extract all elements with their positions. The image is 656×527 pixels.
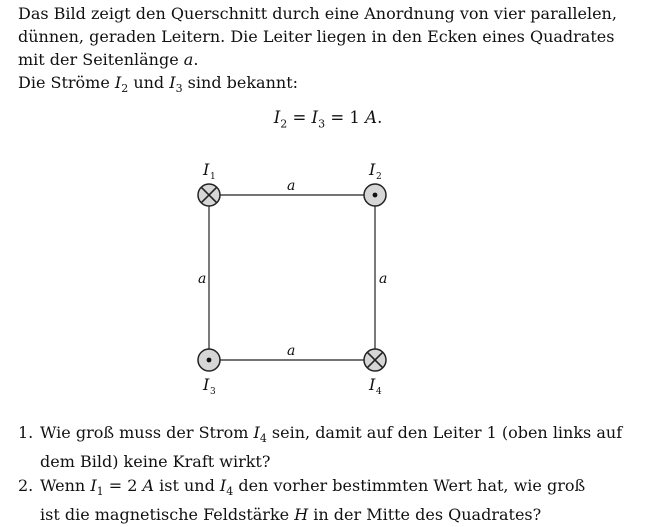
question-list	[18, 421, 638, 527]
label-i1-sub: 1	[210, 172, 216, 182]
intro-line-1: Das Bild zeigt den Querschnitt durch eine Anordnung von vier parallelen,	[18, 4, 617, 23]
current-formula: $I_2 = I_3 = 1$ A.	[273, 108, 383, 131]
label-i3-sub: 3	[210, 387, 216, 397]
label-a-bottom: a	[287, 343, 296, 359]
intro-line-2: dünnen, geraden Leitern. Die Leiter liegen in den Ecken eines Quadrates	[18, 27, 615, 46]
label-i2-sub: 2	[376, 172, 382, 182]
label-a-left: a	[198, 271, 207, 287]
label-a-top: a	[287, 178, 296, 194]
label-a-right: a	[379, 271, 388, 287]
intro-line-3: mit der Seitenlänge a.	[18, 50, 199, 69]
conductor-1-into-page-icon	[198, 184, 220, 206]
label-i1: I	[203, 160, 210, 179]
intro-line-4: Die Ströme $I_2$ und $I_3$ sind bekannt:	[18, 73, 299, 96]
label-i2: I	[369, 160, 376, 179]
conductor-3-out-of-page-icon	[198, 349, 220, 371]
label-i4-sub: 4	[376, 387, 382, 397]
question-2: 2. Wenn $I_1 = 2$ A ist und $I_4$ den vorher bestimmten Wert hat, wie groß ist die magnetische Feldstärke H in der Mitte des Quadrates?	[18, 476, 586, 525]
conductor-2-out-of-page-icon	[364, 184, 386, 206]
label-i4: I	[369, 375, 376, 394]
label-i3: I	[203, 375, 210, 394]
conductor-4-into-page-icon	[364, 349, 386, 371]
question-1: 1. Wie groß muss der Strom $I_4$ sein, damit auf den Leiter 1 (oben links auf dem Bild) keine Kraft wirkt?	[18, 423, 623, 472]
